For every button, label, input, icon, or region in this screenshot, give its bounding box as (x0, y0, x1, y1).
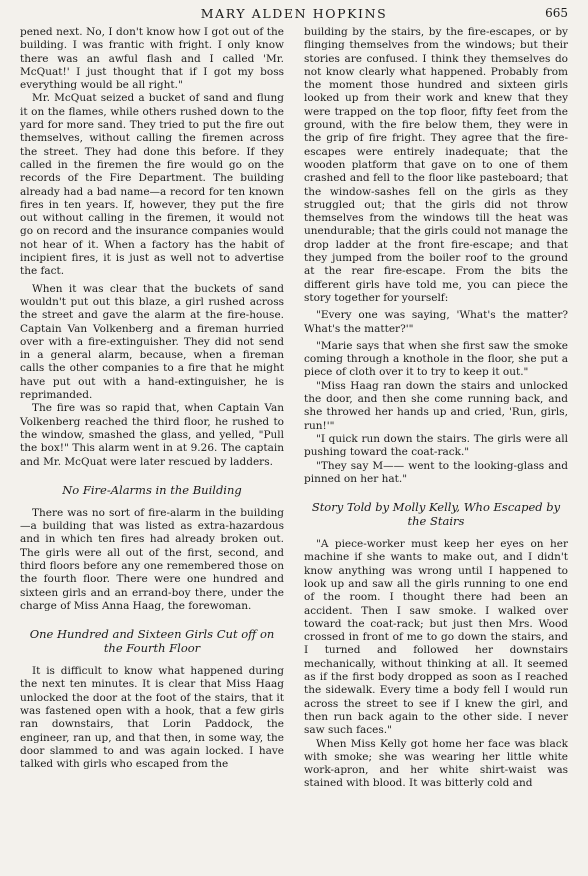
paragraph: Mr. McQuat seized a bucket of sand and flung it on the flames, while others rushed down to the yard for more sand. They tried to put the fire out themselves, without calling the firemen across the street. They had done this before. If they called in the firemen the fire would go on the records of the Fire Department. The building already had a bad name—a record for ten known fires in ten years. If, however, they put the fire out without calling in the firemen, it would not go on record and the insurance companies would not hear of it. When a factory has the habit of incipient fires, it is just as well not to advertise the fact. (20, 92, 284, 278)
section-heading: One Hundred and Sixteen Girls Cut off on the Fourth Floor (29, 627, 275, 656)
right-column (304, 26, 568, 791)
text-columns (20, 26, 568, 791)
paragraph: When Miss Kelly got home her face was black with smoke; she was wearing her little white work-apron, and her white shirt-waist was stained with blood. It was bitterly cold and (304, 737, 568, 790)
quote-paragraph: "Every one was saying, 'What's the matter? What's the matter?'" (304, 309, 568, 335)
paragraph: The fire was so rapid that, when Captain Van Volkenberg reached the third floor, he rushed to the window, smashed the glass, and yelled, "Pull the box!" This alarm went in at 9.26. The captain and Mr. McQuat were later rescued by ladders. (20, 402, 284, 468)
paragraph: "A piece-worker must keep her eyes on her machine if she wants to make out, and I didn't know anything was wrong until I happened to look up and saw all the girls running to one end of the room. I thought there had been an accident. Then I saw smoke. I walked over toward the coat-rack; but just then Mrs. Wood crossed in front of me to go down the stairs, and I turned and followed her downstairs mechanically, without thinking at all. It seemed as if the first body dropped as soon as I reached the sidewalk. Every time a body fell I would run across the street to see if I knew the girl, and then run back again to the other side. I never saw such faces." (304, 538, 568, 737)
left-column (20, 26, 284, 791)
quote-paragraph: "They say M—— went to the looking-glass and pinned on her hat." (304, 459, 568, 485)
paragraph: It is difficult to know what happened during the next ten minutes. It is clear that Miss Haag unlocked the door at the foot of the stairs, that it was fastened open with a hook, that a few girls ran downstairs, that Lorin Paddock, the engineer, ran up, and that then, in some way, the door slammed to and was again locked. I have talked with girls who escaped from the (20, 665, 284, 771)
section-heading: No Fire-Alarms in the Building (62, 482, 242, 497)
quote-paragraph: "Miss Haag ran down the stairs and unlocked the door, and then she come running back, and she throwed her hands up and cried, 'Run, girls, run!'" (304, 379, 568, 432)
paragraph: building by the stairs, by the fire-escapes, or by flinging themselves from the windows; but their stories are confused. I think they themselves do not know clearly what happened. Probably from the moment those hundred and sixteen girls looked up from their work and knew that they were trapped on the top floor, fifty feet from the ground, with the fire below them, they were in the grip of fire fright. They agree that the fire-escapes were entirely inadequate; that the wooden platform that gave on to one of them crashed and fell to the floor like pasteboard; that the window-sashes fell on the girls as they struggled out; that the girls did not throw themselves from the windows till the heat was unendurable; that the girls could not manage the drop ladder at the front fire-escape; and that they jumped from the boiler roof to the ground at the rear fire-escape. From the bits the different girls have told me, you can piece the story together for yourself: (304, 26, 568, 304)
running-title: MARY ALDEN HOPKINS (200, 6, 388, 21)
section-heading: Story Told by Molly Kelly, Who Escaped by the Stairs (311, 500, 561, 529)
quote-paragraph: "I quick run down the stairs. The girls were all pushing toward the coat-rack." (304, 432, 568, 459)
paragraph: pened next. No, I don't know how I got out of the building. I was frantic with fright. I only know there was an awful flash and I called 'Mr. McQuat!' I just thought that if I got my boss everything would be all right." (20, 26, 284, 92)
quote-paragraph: "Marie says that when she first saw the smoke coming through a knothole in the floor, she put a piece of cloth over it to try to keep it out." (304, 339, 568, 379)
paragraph: When it was clear that the buckets of sand wouldn't put out this blaze, a girl rushed across the street and gave the alarm at the fire-house. Captain Van Volkenberg and a fireman hurried over with a fire-extinguisher. They did not send in a general alarm, because, when a fireman calls the other companies to a fire that he might have put out with a hand-extinguisher, he is reprimanded. (20, 282, 284, 402)
running-head (20, 6, 568, 26)
paragraph: There was no sort of fire-alarm in the building—a building that was listed as extra-hazardous and in which ten fires had already broken out. The girls were all out of the first, second, and third floors before any one remembered those on the fourth floor. There were one hundred and sixteen girls and an errand-boy there, under the charge of Miss Anna Haag, the forewoman. (20, 506, 284, 612)
page-number: 665 (545, 6, 568, 20)
